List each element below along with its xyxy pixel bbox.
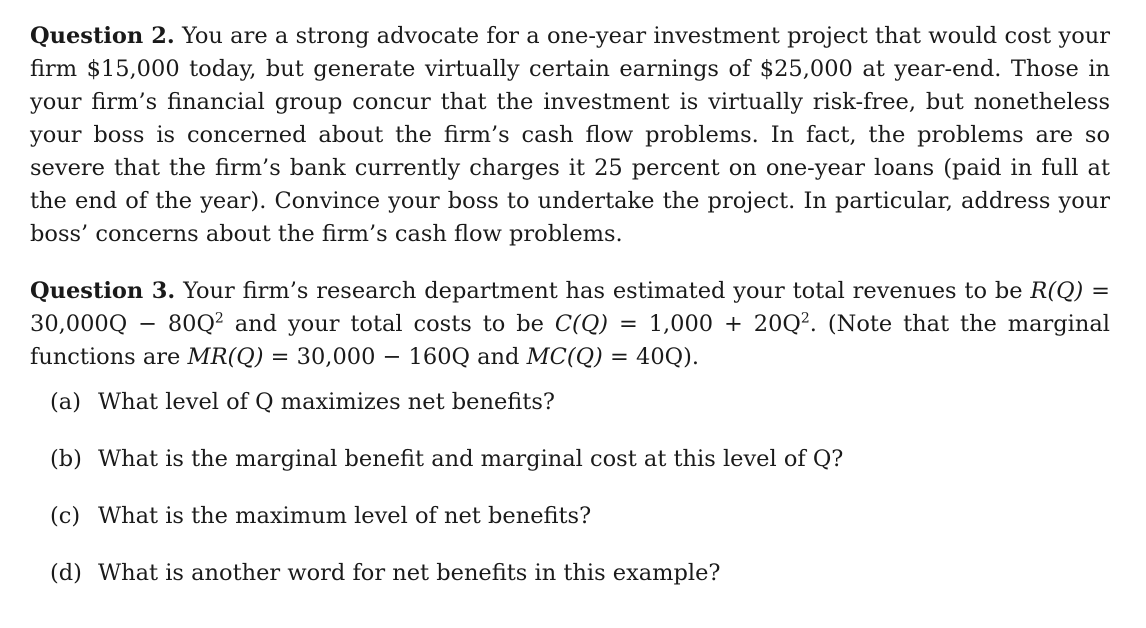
question-3-title: Question 3. — [30, 278, 176, 304]
cost-equation: = 1,000 + 20Q — [608, 311, 801, 337]
cost-function: C(Q) — [554, 311, 609, 337]
revenue-equation: = 30,000Q − 80Q — [30, 278, 1111, 337]
question-part-a — [50, 386, 1110, 419]
cost-exponent: 2 — [800, 310, 810, 327]
question-part-c — [50, 500, 1110, 533]
part-text: What level of Q maximizes net benefits? — [98, 389, 555, 415]
question-3-intro-2: and your total costs to be — [223, 311, 555, 337]
question-3-intro-1: Your firm’s research department has estimated your total revenues to be — [183, 278, 1023, 304]
part-text: What is another word for net benefits in this example? — [98, 560, 721, 586]
marginal-revenue-function: MR(Q) — [187, 344, 264, 370]
question-2-body: You are a strong advocate for a one-year investment project that would cost your firm $15,000 today, but generate virtually certain earnings of $25,000 at year-end. Those in your firm’s financial group concur that the investment is virtually risk-free, but nonetheless your boss is concerned about the firm’s cash flow problems. In fact, the problems are so severe that the firm’s bank currently charges it 25 percent on one-year loans (paid in full at the end of the year). Convince your boss to undertake the project. In particular, address your boss’ concerns about the firm’s cash flow problems. — [30, 23, 1110, 247]
part-letter: (b) — [50, 446, 82, 472]
part-letter: (d) — [50, 560, 82, 586]
part-text: What is the maximum level of net benefits? — [98, 503, 592, 529]
document-page — [30, 20, 1110, 614]
question-3 — [30, 275, 1110, 374]
question-2-title: Question 2. — [30, 23, 175, 49]
question-2 — [30, 20, 1110, 251]
marginal-revenue-equation: = 30,000 − 160Q — [263, 344, 470, 370]
revenue-exponent: 2 — [214, 310, 224, 327]
question-part-b — [50, 443, 1110, 476]
marginal-cost-function: MC(Q) — [526, 344, 603, 370]
part-letter: (a) — [50, 389, 81, 415]
revenue-function: R(Q) — [1030, 278, 1084, 304]
marginal-cost-equation: = 40Q — [602, 344, 684, 370]
question-3-intro-4: and — [469, 344, 527, 370]
part-letter: (c) — [50, 503, 81, 529]
part-text: What is the marginal benefit and marginal cost at this level of Q? — [98, 446, 844, 472]
question-3-parts — [30, 386, 1110, 590]
question-part-d — [50, 557, 1110, 590]
question-3-intro-5: ). — [683, 344, 700, 370]
question-3-intro-3: . (Note that the marginal functions are — [30, 311, 1110, 370]
